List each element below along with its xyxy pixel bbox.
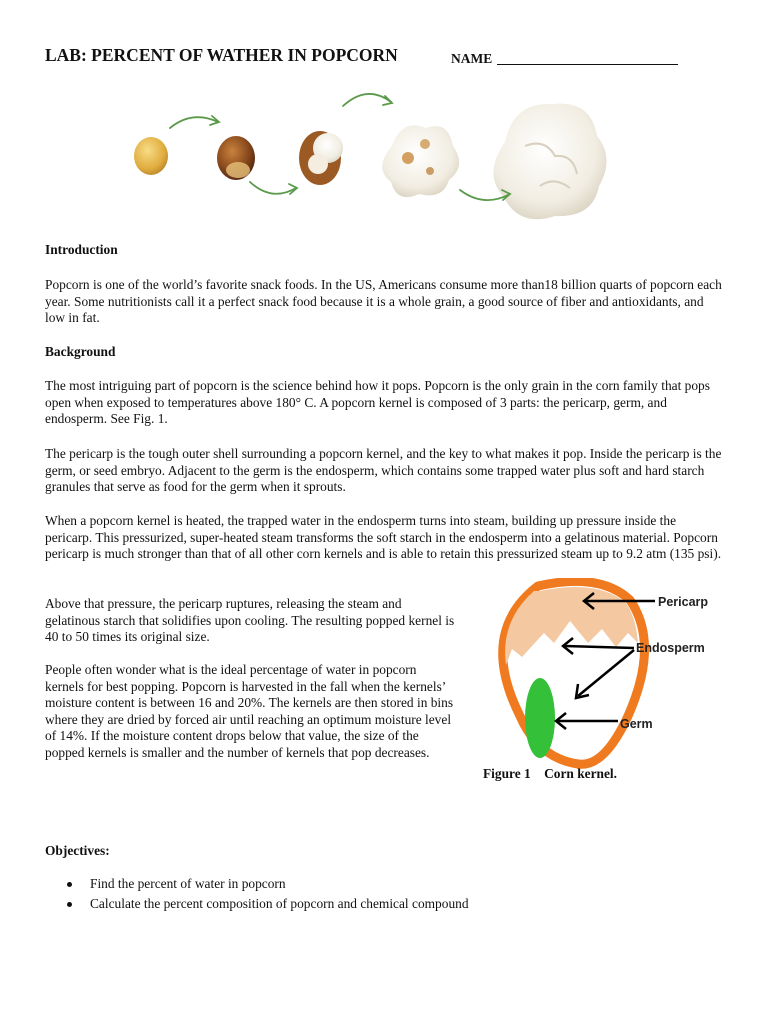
name-label: NAME: [451, 51, 493, 66]
kernel-stage-4: [382, 125, 459, 197]
background-paragraph-5: People often wonder what is the ideal percentage of water in popcorn kernels for best popping. Popcorn is harvested in the fall when the kernels’ moisture content is between 16 and 20%. The kernels are then stored in bins where they are dried by forced air until reaching an optimum moisture level of 14%. If the moisture content drops below that value, the size of the popped kernels is smaller and the number of kernels that pop decreases.: [45, 662, 454, 760]
list-item: [67, 896, 469, 913]
background-paragraph-2: The pericarp is the tough outer shell surrounding a popcorn kernel, and the key to what makes it pop. Inside the pericarp is the germ, or seed embryo. Adjacent to the germ is the endosperm, which contains some trapped water plus soft and hard starch granules that serve as food for the germ when it sprouts.: [45, 446, 722, 494]
background-paragraph-3: When a popcorn kernel is heated, the trapped water in the endosperm turns into steam, building up pressure inside the pericarp. This pressurized, super-heated steam transforms the soft starch in the endosperm into a gelatinous material. Popcorn pericarp is much stronger than that of all other corn kernels and is able to retain this pressurized steam up to 9.2 atm (135 psi).: [45, 513, 722, 561]
kernel-stage-5: [493, 104, 606, 220]
figure-caption: [483, 766, 617, 783]
introduction-paragraph: Popcorn is one of the world’s favorite snack foods. In the US, Americans consume more than18 billion quarts of popcorn each year. Some nutritionists call it a perfect snack food because it is a whole grain, a good source of fiber and antioxidants, and low in fat.: [45, 277, 722, 325]
figure-caption-text: Corn kernel.: [544, 766, 617, 781]
list-item: [67, 876, 469, 893]
page-title: LAB: PERCENT OF WATHER IN POPCORN: [45, 45, 398, 65]
kernel-stage-3: [299, 131, 343, 185]
objectives-heading: Objectives:: [45, 843, 110, 858]
kernel-stage-1: [134, 137, 168, 175]
name-blank-line[interactable]: [497, 63, 678, 65]
pericarp-label: Pericarp: [658, 595, 709, 609]
introduction-heading: Introduction: [45, 242, 118, 257]
objective-text: Calculate the percent composition of popcorn and chemical compound: [90, 895, 469, 911]
bullet-icon: [67, 902, 72, 907]
background-paragraph-1: The most intriguing part of popcorn is the science behind how it pops. Popcorn is the only grain in the corn family that pops open when exposed to temperatures above 180° C. A popcorn kernel is composed of 3 parts: the pericarp, germ, and endosperm. See Fig. 1.: [45, 378, 710, 426]
objective-text: Find the percent of water in popcorn: [90, 876, 286, 891]
kernel-germ: [525, 678, 555, 758]
background-paragraph-4: Above that pressure, the pericarp ruptures, releasing the steam and gelatinous starch that solidifies upon cooling. The resulting popped kernel is 40 to 50 times its original size.: [45, 596, 455, 644]
figure-caption-number: Figure 1: [483, 766, 531, 781]
endosperm-label: Endosperm: [636, 641, 705, 655]
corn-kernel-diagram: [470, 578, 732, 770]
popcorn-popping-sequence-image: [100, 86, 660, 236]
bullet-icon: [67, 882, 72, 887]
objectives-list: [67, 876, 469, 915]
kernel-stage-2: [217, 136, 255, 180]
germ-label: Germ: [620, 717, 653, 731]
background-heading: Background: [45, 344, 116, 359]
